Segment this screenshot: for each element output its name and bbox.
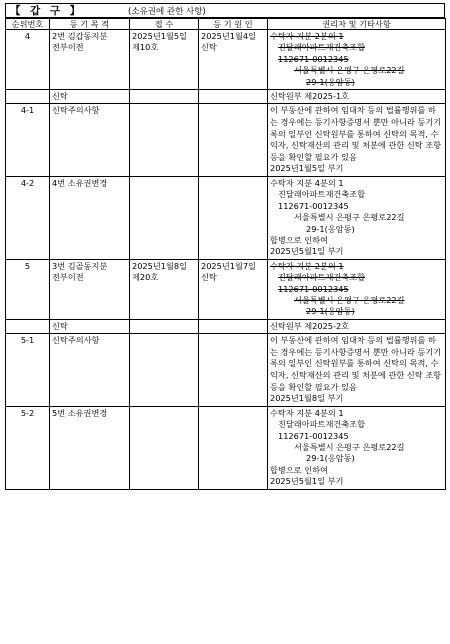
details-line: 112671-0012345	[278, 430, 349, 441]
details-line: 신탁원부 제2025-1호	[270, 91, 350, 102]
details-cell	[268, 177, 446, 260]
cause-cell-line: 2025년1월4일	[201, 31, 256, 41]
purpose-cell	[50, 334, 130, 407]
rank-cell: 5	[6, 259, 50, 319]
cause-cell	[199, 90, 268, 104]
purpose-cell	[50, 319, 130, 333]
table-row	[6, 30, 446, 90]
col-header-purpose: 등 기 목 적	[50, 19, 130, 30]
registry-table	[5, 18, 446, 490]
receipt-cell	[130, 319, 199, 333]
rank-cell: 4	[6, 30, 50, 90]
cause-cell	[199, 104, 268, 177]
cause-cell	[199, 319, 268, 333]
details-line: 진달래아파트재건축조합	[278, 189, 366, 200]
purpose-cell	[50, 259, 130, 319]
details-cell	[268, 30, 446, 90]
cause-cell	[199, 406, 268, 489]
details-line: 합병으로 인하여	[270, 464, 328, 475]
details-line: 수탁자 지분 4분의 1	[270, 178, 344, 188]
cause-cell-line: 신탁	[201, 42, 217, 53]
details-line: 29-1(응암동)	[306, 453, 355, 464]
cause-cell	[199, 30, 268, 90]
cause-cell	[199, 177, 268, 260]
table-row	[6, 259, 446, 319]
notice-paragraph: 이 부동산에 관하여 임대차 등의 법률행위를 하는 경우에는 등기사항증명서 뿐만 아니라 등기기록의 일부인 신탁원부를 통하여 신탁의 목적, 수익자, 신탁재산의 관리 및 처분에 관한 신탁 조항 등을 확인할 필요가 있음	[270, 335, 442, 392]
col-header-rank: 순위번호	[6, 19, 50, 30]
receipt-cell	[130, 104, 199, 177]
cause-cell	[199, 259, 268, 319]
receipt-cell	[130, 406, 199, 489]
table-row	[6, 406, 446, 489]
purpose-cell	[50, 177, 130, 260]
purpose-cell-line: 전부이전	[52, 272, 84, 283]
rank-cell: 5-1	[6, 334, 50, 407]
purpose-cell-line: 신탁	[52, 91, 68, 102]
purpose-cell	[50, 104, 130, 177]
details-line: 2025년5월1일 부기	[270, 476, 344, 487]
rank-cell: 4-1	[6, 104, 50, 177]
purpose-cell	[50, 90, 130, 104]
details-line: 신탁원부 제2025-2호	[270, 320, 350, 331]
table-row	[6, 90, 446, 104]
receipt-cell-line: 제10호	[132, 42, 159, 53]
details-line: 29-1(응암동)	[306, 223, 355, 234]
details-line: 112671-0012345	[278, 53, 349, 64]
details-cell	[268, 406, 446, 489]
rank-cell	[6, 90, 50, 104]
purpose-cell	[50, 30, 130, 90]
cause-cell-line: 2025년1월7일	[201, 260, 256, 271]
details-line: 합병으로 인하여	[270, 235, 328, 246]
section-header	[5, 3, 445, 18]
receipt-cell	[130, 90, 199, 104]
purpose-cell-line: 신탁주의사항	[52, 335, 100, 346]
details-line: 112671-0012345	[278, 283, 349, 294]
details-line: 2025년1월5일 부기	[270, 163, 344, 174]
details-cell	[268, 319, 446, 333]
notice-paragraph: 이 부동산에 관하여 임대차 등의 법률행위를 하는 경우에는 등기사항증명서 뿐만 아니라 등기기록의 일부인 신탁원부를 통하여 신탁의 목적, 수익자, 신탁재산의 관리 및 처분에 관한 신탁 조항 등을 확인할 필요가 있음	[270, 105, 442, 162]
details-line: 수탁자 지분 2분의 1	[270, 31, 344, 41]
receipt-cell	[130, 334, 199, 407]
purpose-cell-line: 3번 김골동지분	[52, 260, 108, 271]
rank-cell: 4-2	[6, 177, 50, 260]
purpose-cell-line: 4번 소유권변경	[52, 178, 108, 188]
details-cell	[268, 90, 446, 104]
purpose-cell-line: 신탁주의사항	[52, 105, 100, 116]
table-row	[6, 177, 446, 260]
table-header-row	[6, 19, 446, 30]
details-line: 서울특별시 은평구 은평로22길	[294, 212, 405, 223]
receipt-cell	[130, 30, 199, 90]
details-line: 서울특별시 은평구 은평로22길	[294, 295, 405, 306]
receipt-cell-line: 2025년1월8일	[132, 260, 187, 271]
receipt-cell	[130, 259, 199, 319]
purpose-cell-line: 신탁	[52, 320, 68, 331]
details-line: 진달래아파트재건축조합	[278, 272, 366, 283]
receipt-cell-line: 제20호	[132, 272, 159, 283]
table-row	[6, 104, 446, 177]
details-cell	[268, 259, 446, 319]
table-row	[6, 319, 446, 333]
rank-cell	[6, 319, 50, 333]
purpose-cell	[50, 406, 130, 489]
table-row	[6, 334, 446, 407]
section-subtitle: (소유권에 관한 사항)	[128, 6, 206, 17]
details-cell	[268, 334, 446, 407]
col-header-receipt: 접 수	[130, 19, 199, 30]
details-line: 29-1(응암동)	[306, 76, 355, 87]
rank-cell: 5-2	[6, 406, 50, 489]
section-title: 【 갑 구 】	[10, 5, 84, 17]
details-line: 진달래아파트재건축조합	[278, 419, 366, 430]
details-line: 진달래아파트재건축조합	[278, 42, 366, 53]
purpose-cell-line: 5번 소유권변경	[52, 407, 108, 418]
details-cell	[268, 104, 446, 177]
details-line: 112671-0012345	[278, 200, 349, 211]
cause-cell-line: 신탁	[201, 272, 217, 283]
receipt-cell	[130, 177, 199, 260]
receipt-cell-line: 2025년1월5일	[132, 31, 187, 41]
purpose-cell-line: 2번 김갑동지분	[52, 31, 108, 41]
col-header-details: 권리자 및 기타사항	[268, 19, 446, 30]
details-line: 서울특별시 은평구 은평로22길	[294, 65, 405, 76]
cause-cell	[199, 334, 268, 407]
purpose-cell-line: 전부이전	[52, 42, 84, 53]
details-line: 2025년1월8일 부기	[270, 393, 344, 404]
details-line: 2025년5월1일 부기	[270, 246, 344, 257]
details-line: 수탁자 지분 2분의 1	[270, 260, 344, 271]
details-line: 29-1(응암동)	[306, 306, 355, 317]
col-header-cause: 등 기 원 인	[199, 19, 268, 30]
details-line: 서울특별시 은평구 은평로22길	[294, 442, 405, 453]
details-line: 수탁자 지분 4분의 1	[270, 407, 344, 418]
